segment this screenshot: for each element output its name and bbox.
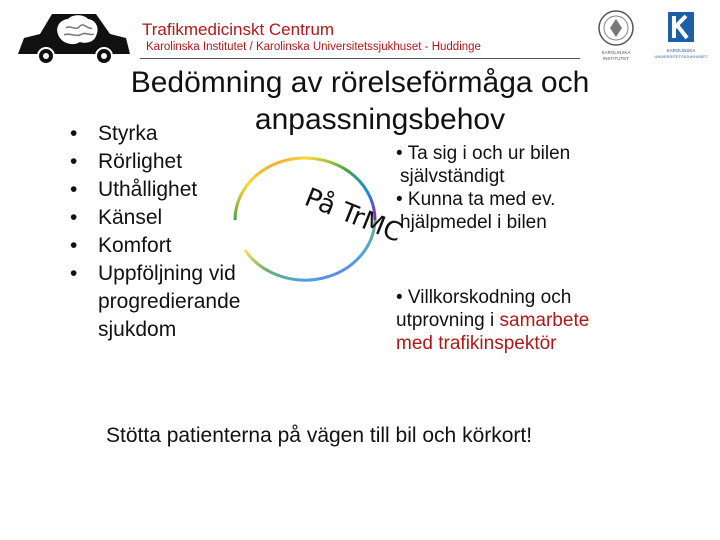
car-access-line-3: • Kunna ta med ev. (396, 189, 556, 210)
followup-line-1: • Uppföljning vid (98, 262, 236, 285)
list-item-followup (70, 260, 240, 344)
list-item: • Styrka (70, 120, 240, 148)
trmc-emblem (225, 150, 407, 280)
k-logo-caption-2: UNIVERSITETSSJUKHUSET (654, 54, 708, 59)
emblem-text: På TrMC (300, 182, 407, 249)
license-coding-line-3: med trafikinspektör (396, 333, 557, 354)
car-access-line-1: • Ta sig i och ur bilen (396, 143, 571, 164)
car-brain-logo-icon (14, 8, 134, 64)
seal-caption: KAROLINSKA (601, 50, 631, 55)
list-item: • Uthållighet (70, 176, 240, 204)
header-subtitle: Karolinska Institutet / Karolinska Universitetssjukhuset - Huddinge (146, 41, 481, 53)
license-coding-line-1: • Villkorskodning och (396, 287, 572, 308)
k-logo-caption: KAROLINSKA (666, 48, 696, 53)
license-coding-line-2 (396, 309, 696, 332)
list-item: • Komfort (70, 232, 240, 260)
assessment-list (70, 120, 240, 344)
followup-line-3: sjukdom (98, 318, 177, 341)
car-access-block (396, 142, 696, 234)
header-title: Trafikmedicinskt Centrum (142, 20, 335, 39)
license-coding-line-2-text: utprovning i (396, 310, 500, 331)
bottom-tagline: Stötta patienterna på vägen till bil och körkort! (106, 424, 533, 447)
followup-line-2: progredierande (98, 290, 241, 313)
license-coding-block (396, 286, 696, 355)
karolinska-k-logo-icon (650, 6, 712, 64)
karolinska-seal-logo-icon (590, 8, 642, 64)
seal-caption-2: INSTITUTET (603, 56, 629, 61)
header-divider (140, 58, 580, 59)
list-item: • Känsel (70, 204, 240, 232)
slide-title-line-2: anpassningsbehov (254, 103, 506, 136)
slide-title-line-1: Bedömning av rörelseförmåga och (130, 66, 590, 99)
license-coding-accent: samarbete (499, 310, 590, 331)
car-access-line-4: hjälpmedel i bilen (400, 212, 547, 233)
car-access-line-2: självständigt (400, 166, 505, 187)
list-item: • Rörlighet (70, 148, 240, 176)
